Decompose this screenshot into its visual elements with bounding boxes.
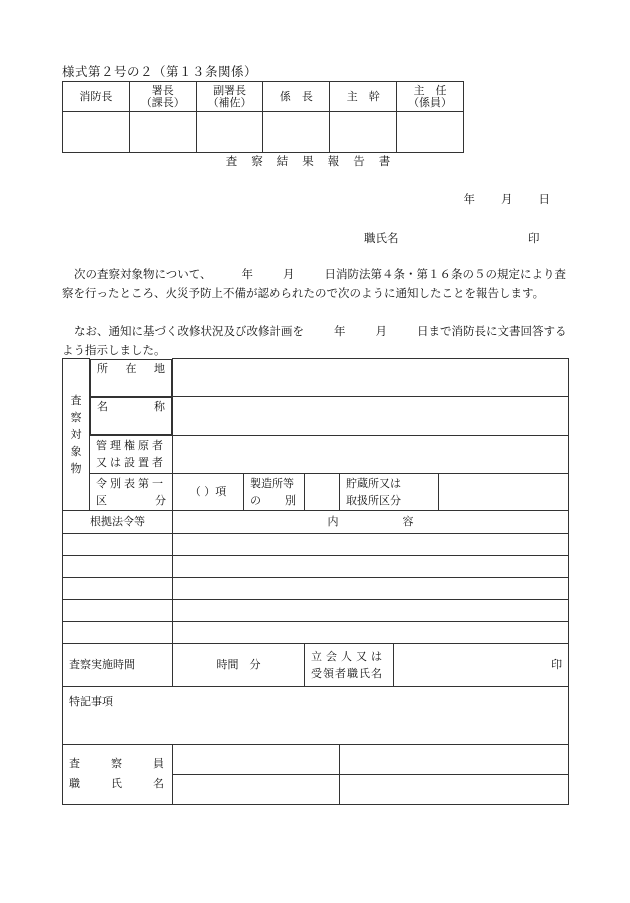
manufacturing-field[interactable] (305, 473, 340, 510)
approval-header-3: 係 長 (263, 82, 330, 112)
inspection-time-label: 査察実施時間 (63, 643, 173, 686)
storage-field[interactable] (439, 473, 569, 510)
basis-cell[interactable] (63, 599, 173, 621)
approval-header-2: 副署長 （補佐） (196, 82, 263, 112)
date-month-label: 月 (501, 192, 513, 206)
classification-label: 令別表第一 区 分 (90, 473, 173, 510)
witness-field[interactable]: 印 (394, 643, 569, 686)
report-date (464, 191, 551, 207)
inspector-label: 査 察 員 職 氏 名 (63, 744, 173, 804)
content-cell[interactable] (173, 577, 569, 599)
date-day-label: 日 (538, 192, 550, 206)
location-label: 所 在 地 (90, 359, 172, 397)
instruction-paragraph: なお、通知に基づく改修状況及び改修計画を 年 月 日まで消防長に文書回答するよう指示しました。 (62, 324, 567, 357)
inspection-time-field[interactable]: 時間 分 (173, 643, 305, 686)
remarks-field[interactable]: 特記事項 (63, 686, 569, 744)
owner-label: 管理権原者 又は設置者 (90, 435, 173, 473)
approval-header-0: 消防長 (63, 82, 130, 112)
basis-header: 根拠法令等 (63, 510, 173, 533)
basis-cell[interactable] (63, 555, 173, 577)
approval-stamp-table (62, 81, 464, 153)
content-cell[interactable] (173, 555, 569, 577)
basis-cell[interactable] (63, 577, 173, 599)
name-field[interactable] (173, 397, 569, 436)
manufacturing-label: 製造所等 の 別 (244, 473, 305, 510)
official-seal: 印 (528, 231, 540, 245)
form-number: 様式第２号の２（第１３条関係） (62, 64, 258, 79)
approval-header-4: 主 幹 (330, 82, 397, 112)
inspector-field-1b[interactable] (340, 744, 569, 774)
inspector-field-2a[interactable] (173, 774, 340, 804)
storage-label: 貯蔵所又は 取扱所区分 (340, 473, 439, 510)
name-label: 名 称 (90, 397, 172, 435)
content-cell[interactable] (173, 599, 569, 621)
official-name-label: 職氏名 (364, 231, 399, 245)
inspection-target-label: 査 察 対 象 物 (63, 359, 90, 511)
approval-stamp-box[interactable] (330, 112, 397, 153)
approval-header-5: 主 任 （係員） (397, 82, 464, 112)
date-year-label: 年 (463, 192, 475, 206)
inspector-field-2b[interactable] (340, 774, 569, 804)
basis-cell[interactable] (63, 621, 173, 643)
owner-field[interactable] (173, 435, 569, 473)
report-paragraph: 次の査察対象物について、 年 月 日消防法第４条・第１６条の５の規定により査察を行ったところ、火災予防上不備が認められたので次のように通知したことを報告します。 (62, 267, 567, 300)
content-cell[interactable] (173, 533, 569, 555)
approval-header-1: 署長 （課長） (129, 82, 196, 112)
content-header: 内 容 (173, 510, 569, 533)
inspector-field-1a[interactable] (173, 744, 340, 774)
approval-stamp-box[interactable] (63, 112, 130, 153)
inspection-table (62, 358, 569, 805)
classification-value[interactable]: （ ）項 (173, 473, 244, 510)
document-title: 査察結果報告書 (225, 154, 405, 168)
approval-stamp-box[interactable] (397, 112, 464, 153)
location-field[interactable] (173, 359, 569, 397)
witness-label: 立会人又は 受領者職氏名 (305, 643, 394, 686)
approval-stamp-box[interactable] (263, 112, 330, 153)
approval-stamp-box[interactable] (196, 112, 263, 153)
approval-stamp-box[interactable] (129, 112, 196, 153)
basis-cell[interactable] (63, 533, 173, 555)
content-cell[interactable] (173, 621, 569, 643)
